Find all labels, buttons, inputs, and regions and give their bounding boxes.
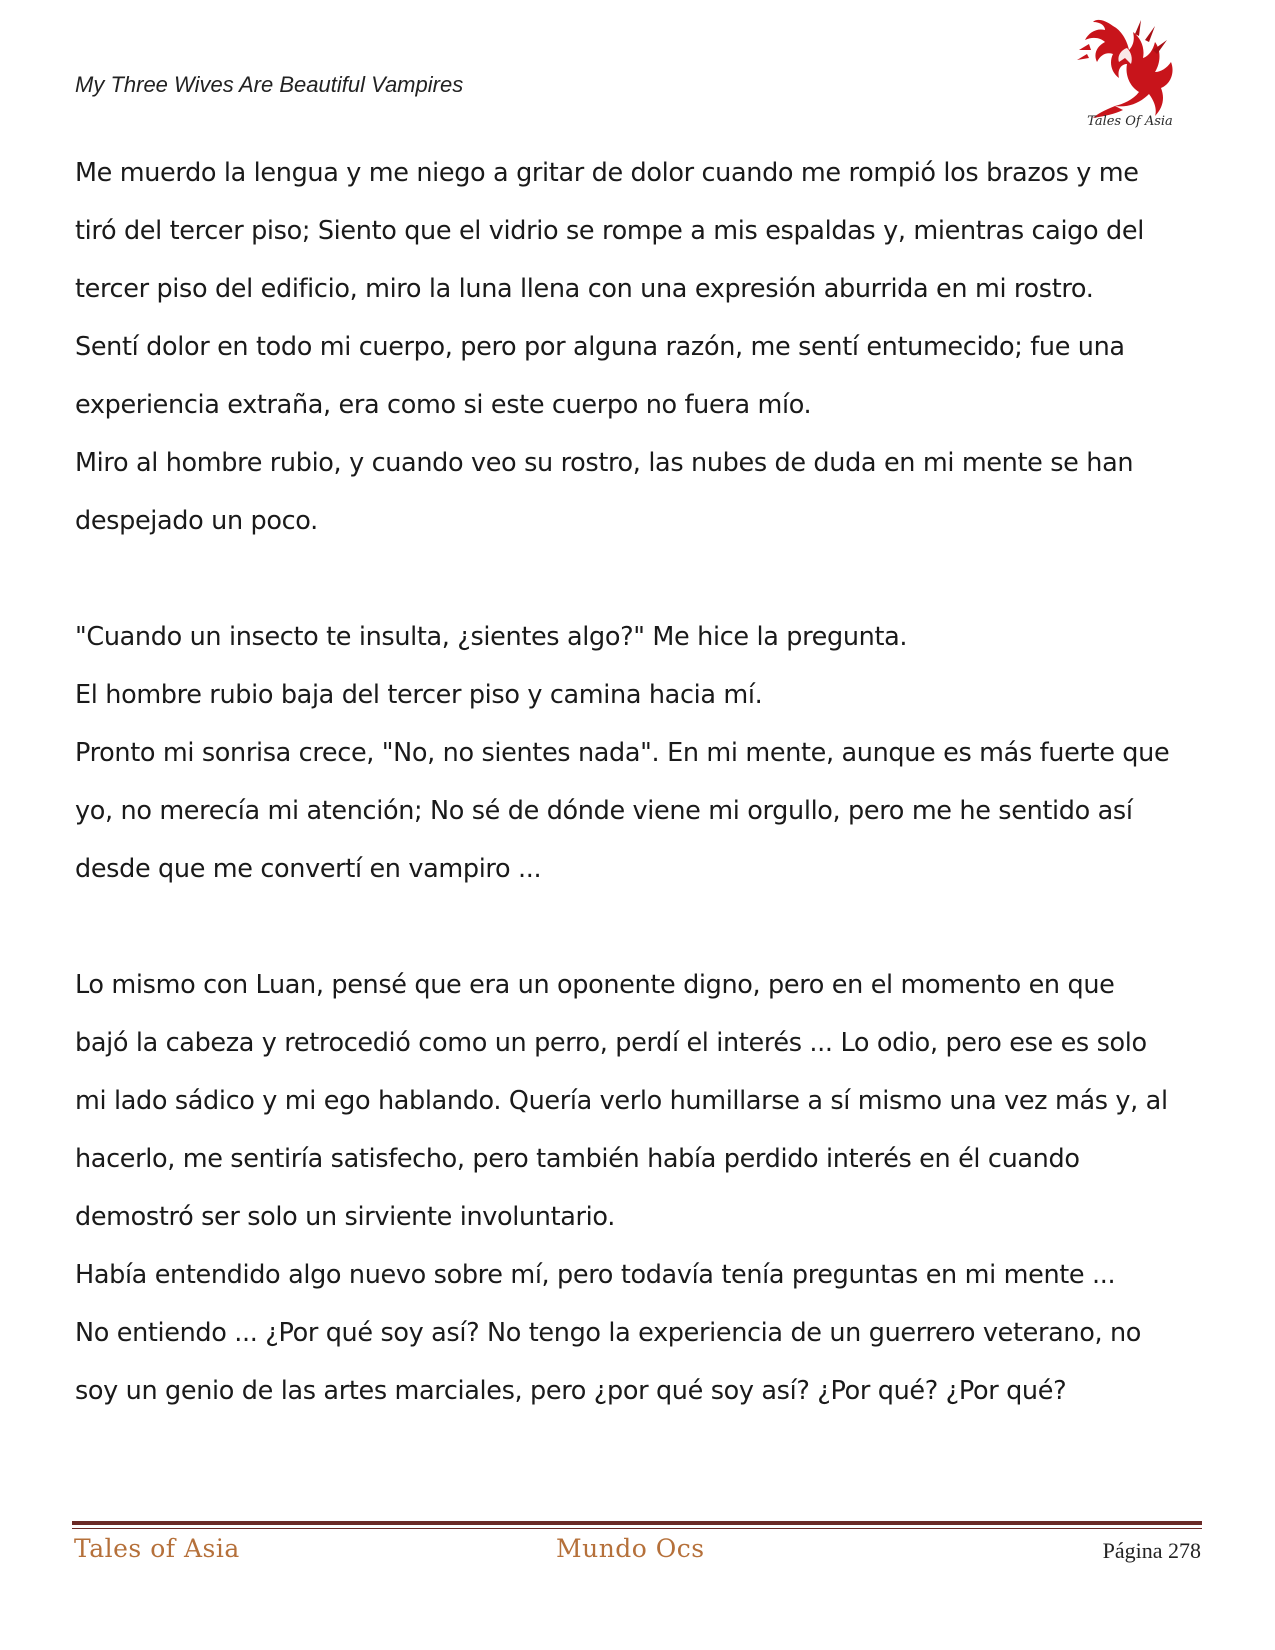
- logo-caption: Tales Of Asia: [1087, 114, 1173, 129]
- body-line: demostró ser solo un sirviente involuntario.: [75, 1202, 615, 1232]
- body-line: Sentí dolor en todo mi cuerpo, pero por alguna razón, me sentí entumecido; fue una: [75, 332, 1125, 362]
- body-line: bajó la cabeza y retrocedió como un perro, perdí el interés ... Lo odio, pero ese es solo: [75, 1028, 1147, 1058]
- footer-site-name: Tales of Asia: [74, 1534, 240, 1563]
- page-body: [75, 144, 1210, 1420]
- footer-divider: [72, 1521, 1202, 1525]
- body-line: "Cuando un insecto te insulta, ¿sientes algo?" Me hice la pregunta.: [75, 622, 908, 652]
- body-line: Pronto mi sonrisa crece, "No, no sientes nada". En mi mente, aunque es más fuerte que: [75, 738, 1170, 768]
- page-header-title: My Three Wives Are Beautiful Vampires: [75, 72, 464, 97]
- body-line: Me muerdo la lengua y me niego a gritar de dolor cuando me rompió los brazos y me: [75, 158, 1139, 188]
- body-line: No entiendo ... ¿Por qué soy así? No tengo la experiencia de un guerrero veterano, no: [75, 1318, 1142, 1348]
- body-line: mi lado sádico y mi ego hablando. Quería verlo humillarse a sí mismo una vez más y, al: [75, 1086, 1168, 1116]
- body-line: Miro al hombre rubio, y cuando veo su rostro, las nubes de duda en mi mente se han: [75, 448, 1134, 478]
- body-line: tiró del tercer piso; Siento que el vidrio se rompe a mis espaldas y, mientras caigo del: [75, 216, 1144, 246]
- paragraph-gap: [75, 550, 1210, 608]
- paragraph-gap: [75, 898, 1210, 956]
- page-number: Página 278: [1102, 1538, 1201, 1563]
- footer-divider-thin: [72, 1528, 1202, 1529]
- body-line: experiencia extraña, era como si este cuerpo no fuera mío.: [75, 390, 812, 420]
- body-line: Había entendido algo nuevo sobre mí, pero todavía tenía preguntas en mi mente ...: [75, 1260, 1116, 1290]
- footer-translator: Mundo Ocs: [556, 1534, 705, 1563]
- body-line: Lo mismo con Luan, pensé que era un oponente digno, pero en el momento en que: [75, 970, 1115, 1000]
- body-line: hacerlo, me sentiría satisfecho, pero también había perdido interés en él cuando: [75, 1144, 1080, 1174]
- body-line: El hombre rubio baja del tercer piso y camina hacia mí.: [75, 680, 763, 710]
- body-line: despejado un poco.: [75, 506, 318, 536]
- body-line: yo, no merecía mi atención; No sé de dónde viene mi orgullo, pero me he sentido así: [75, 796, 1133, 826]
- body-line: tercer piso del edificio, miro la luna llena con una expresión aburrida en mi rostro.: [75, 274, 1094, 304]
- body-line: desde que me convertí en vampiro ...: [75, 854, 542, 884]
- body-line: soy un genio de las artes marciales, pero ¿por qué soy así? ¿Por qué? ¿Por qué?: [75, 1376, 1067, 1406]
